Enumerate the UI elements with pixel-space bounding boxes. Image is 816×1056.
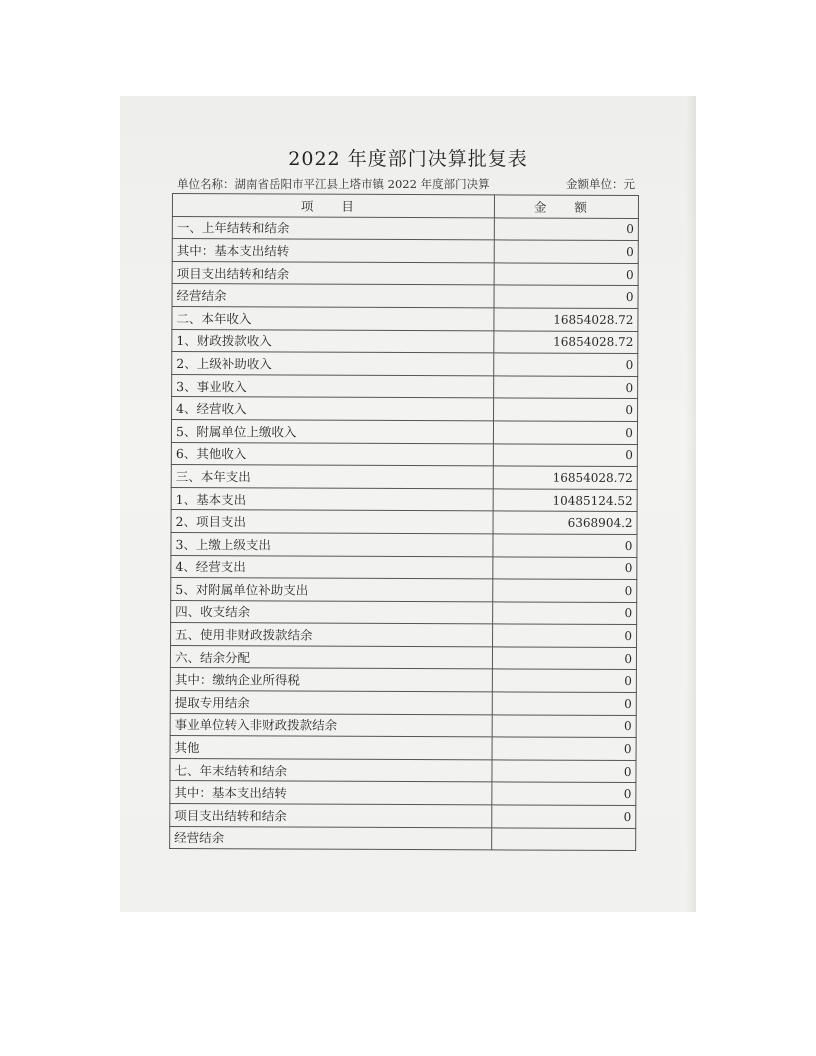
- header-item: 项 目: [172, 194, 494, 218]
- row-amount: 0: [494, 240, 638, 263]
- row-amount: 10485124.52: [493, 489, 637, 512]
- table-row: [170, 781, 636, 806]
- row-item-label: 5、对附属单位补助支出: [171, 578, 493, 602]
- document-title: 2022 年度部门决算批复表: [288, 148, 528, 170]
- table-row: [171, 419, 637, 444]
- table-row: [172, 239, 638, 264]
- row-item-label: 3、上缴上级支出: [171, 532, 493, 556]
- row-amount: 0: [492, 737, 636, 760]
- page-edge-shadow: [686, 96, 696, 912]
- row-amount: 6368904.2: [493, 511, 637, 534]
- row-amount: 0: [492, 669, 636, 692]
- table-row: [172, 216, 638, 241]
- row-item-label: 项目支出结转和结余: [170, 804, 492, 828]
- unit-name-label: 单位名称：湖南省岳阳市平江县上塔市镇 2022 年度部门决算: [177, 177, 490, 191]
- money-unit-label: 金额单位：元: [566, 177, 635, 191]
- table-row: [171, 532, 637, 557]
- table-row: [172, 397, 638, 422]
- row-item-label: 其中：基本支出结转: [172, 239, 494, 263]
- table-row: [171, 465, 637, 490]
- row-item-label: 4、经营收入: [172, 397, 494, 421]
- row-item-label: 提取专用结余: [170, 691, 492, 715]
- row-amount: 0: [492, 715, 636, 738]
- table-row: [170, 645, 636, 670]
- row-item-label: 三、本年支出: [171, 465, 493, 489]
- table-row: [170, 691, 636, 716]
- row-item-label: 七、年末结转和结余: [170, 758, 492, 782]
- table-row: [172, 306, 638, 331]
- table-row: [170, 804, 636, 829]
- row-item-label: 3、事业收入: [172, 374, 494, 398]
- table-row: [171, 487, 637, 512]
- table-row: [171, 623, 637, 648]
- row-amount: 0: [494, 218, 638, 241]
- table-row: [172, 261, 638, 286]
- table-row: [172, 329, 638, 354]
- row-amount: 0: [493, 579, 637, 602]
- row-item-label: 6、其他收入: [171, 442, 493, 466]
- row-amount: 0: [494, 285, 638, 308]
- row-amount: 0: [492, 760, 636, 783]
- row-item-label: 其中：基本支出结转: [170, 781, 492, 805]
- row-item-label: 经营结余: [170, 826, 492, 850]
- row-item-label: 一、上年结转和结余: [172, 216, 494, 240]
- approval-table: [169, 193, 639, 851]
- row-amount: 16854028.72: [494, 308, 638, 331]
- table-row: [172, 374, 638, 399]
- row-item-label: 四、收支结余: [171, 600, 493, 624]
- row-amount: 0: [494, 398, 638, 421]
- row-amount: 0: [493, 421, 637, 444]
- row-amount: 0: [492, 782, 636, 805]
- table-row: [172, 284, 638, 309]
- row-item-label: 六、结余分配: [170, 645, 492, 669]
- row-item-label: 5、附属单位上缴收入: [171, 419, 493, 443]
- row-item-label: 经营结余: [172, 284, 494, 308]
- row-amount: 0: [493, 624, 637, 647]
- row-amount: 0: [494, 376, 638, 399]
- table-row: [171, 442, 637, 467]
- row-amount: 0: [492, 692, 636, 715]
- row-item-label: 1、财政拨款收入: [172, 329, 494, 353]
- row-item-label: 其他: [170, 736, 492, 760]
- row-amount: 0: [494, 353, 638, 376]
- row-item-label: 项目支出结转和结余: [172, 261, 494, 285]
- table-row: [170, 736, 636, 761]
- table-row: [171, 578, 637, 603]
- table-row: [171, 555, 637, 580]
- row-item-label: 1、基本支出: [171, 487, 493, 511]
- row-amount: 0: [493, 602, 637, 625]
- row-amount: 0: [493, 556, 637, 579]
- header-amount: 金 额: [494, 195, 638, 218]
- row-item-label: 五、使用非财政拨款结余: [171, 623, 493, 647]
- row-amount: 16854028.72: [494, 330, 638, 353]
- row-item-label: 4、经营支出: [171, 555, 493, 579]
- row-item-label: 事业单位转入非财政拨款结余: [170, 713, 492, 737]
- table-row: [170, 713, 636, 738]
- table-row: [170, 826, 636, 851]
- row-item-label: 其中：缴纳企业所得税: [170, 668, 492, 692]
- row-amount: 0: [492, 647, 636, 670]
- table-row: [170, 668, 636, 693]
- row-amount: 16854028.72: [493, 466, 637, 489]
- row-item-label: 二、本年收入: [172, 306, 494, 330]
- row-amount: 0: [492, 805, 636, 828]
- table-header-row: [172, 194, 638, 219]
- table-row: [171, 510, 637, 535]
- row-amount: 0: [494, 263, 638, 286]
- table-row: [171, 600, 637, 625]
- row-amount: [492, 828, 636, 851]
- document-photo: [120, 96, 696, 912]
- row-amount: 0: [493, 443, 637, 466]
- row-item-label: 2、上级补助收入: [172, 352, 494, 376]
- row-item-label: 2、项目支出: [171, 510, 493, 534]
- table-row: [170, 758, 636, 783]
- row-amount: 0: [493, 534, 637, 557]
- table-row: [172, 352, 638, 377]
